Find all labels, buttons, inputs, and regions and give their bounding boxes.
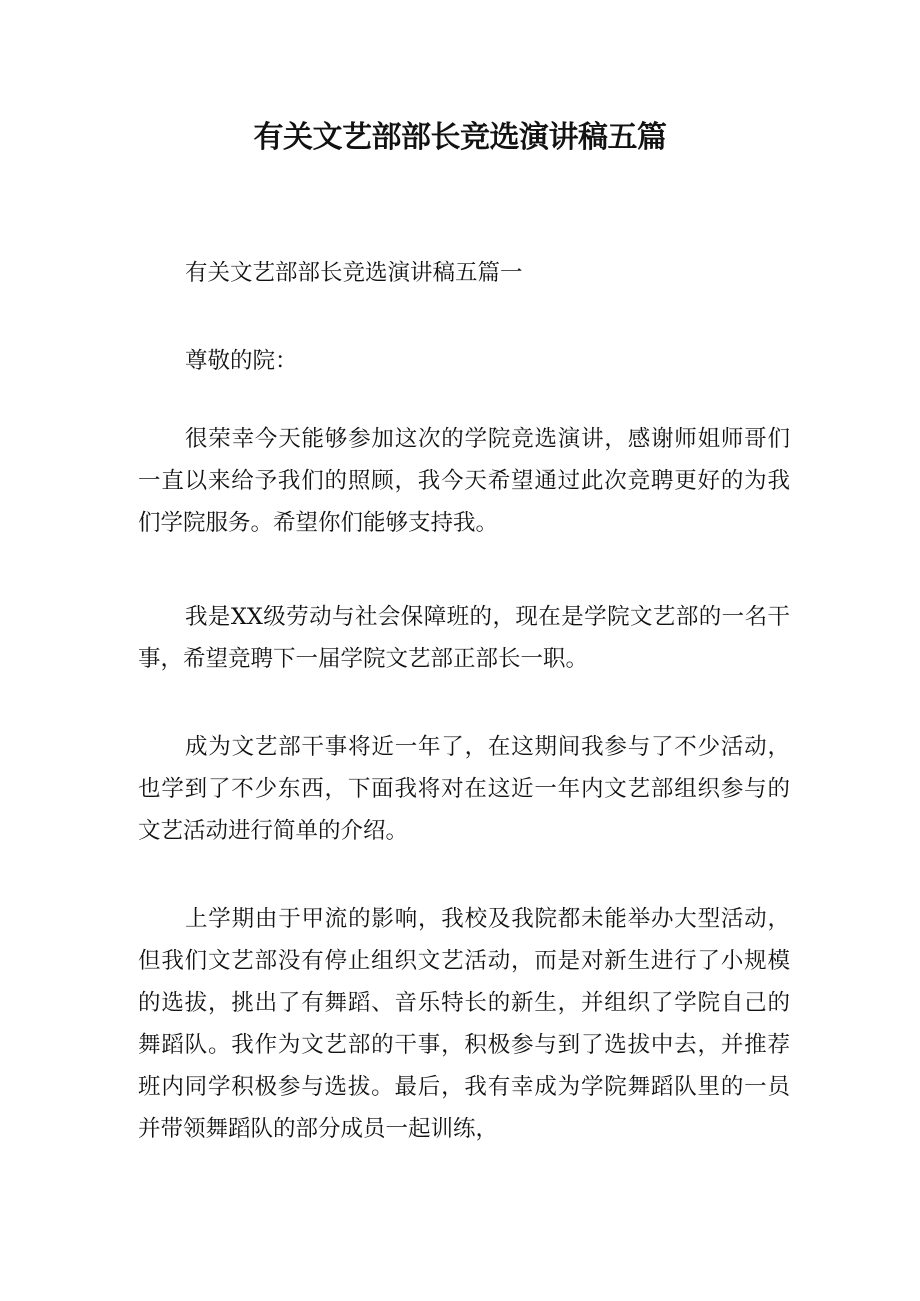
body-paragraph: 我是XX级劳动与社会保障班的，现在是学院文艺部的一名干事，希望竞聘下一届学院文艺部正部长一职。 [138,604,790,672]
salutation: 尊敬的院： [185,348,298,374]
body-paragraph: 成为文艺部干事将近一年了，在这期间我参与了不少活动，也学到了不少东西，下面我将对在这近一年内文艺部组织参与的文艺活动进行简单的介绍。 [138,734,790,844]
document-title: 有关文艺部部长竞选演讲稿五篇 [253,120,667,155]
section-heading: 有关文艺部部长竞选演讲稿五篇一 [185,260,523,286]
body-paragraph: 上学期由于甲流的影响，我校及我院都未能举办大型活动，但我们文艺部没有停止组织文艺活动，而是对新生进行了小规模的选拔，挑出了有舞蹈、音乐特长的新生，并组织了学院自己的舞蹈队。我作为文艺部的干事，积极参与到了选拔中去，并推荐班内同学积极参与选拔。最后，我有幸成为学院舞蹈队里的一员并带领舞蹈队的部分成员一起训练， [138,906,790,1142]
body-paragraph: 很荣幸今天能够参加这次的学院竞选演讲，感谢师姐师哥们一直以来给予我们的照顾，我今天希望通过此次竞聘更好的为我们学院服务。希望你们能够支持我。 [138,426,790,536]
